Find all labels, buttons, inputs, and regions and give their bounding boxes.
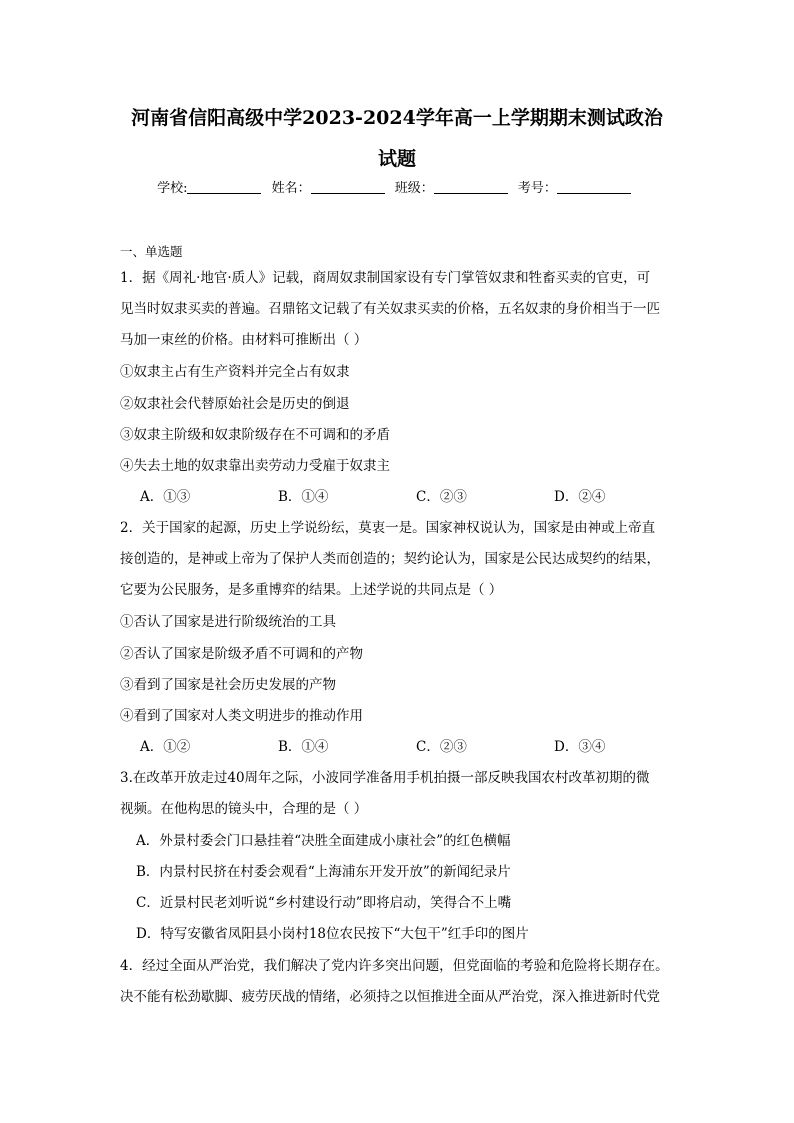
question-3-text: 视频。在他构思的镜头中，合理的是（ ） bbox=[120, 801, 368, 817]
question-1-statement: ②奴隶社会代替原始社会是历史的倒退 bbox=[120, 396, 350, 412]
question-2-statement: ④看到了国家对人类文明进步的推动作用 bbox=[120, 708, 363, 724]
question-4-text: 4．经过全面从严治党，我们解决了党内许多突出问题，但党面临的考验和危险将长期存在。 bbox=[120, 958, 669, 974]
question-1-text: 1．据《周礼·地官·质人》记载，商周奴隶制国家设有专门掌管奴隶和牲畜买卖的官吏，可 bbox=[120, 270, 651, 286]
page-title: 河南省信阳高级中学2023-2024学年高一上学期期末测试政治 bbox=[131, 107, 663, 129]
option-b[interactable]: B．①④ bbox=[278, 489, 329, 505]
question-3-text: 3.在改革开放走过40周年之际，小波同学准备用手机拍摄一部反映我国农村改革初期的微 bbox=[120, 770, 650, 786]
option-d[interactable]: D．②④ bbox=[554, 489, 606, 505]
question-2-options bbox=[140, 738, 680, 756]
page-title-continued: 试题 bbox=[377, 148, 416, 170]
question-2-statement: ③看到了国家是社会历史发展的产物 bbox=[120, 677, 336, 693]
question-2-statement: ①否认了国家是进行阶级统治的工具 bbox=[120, 614, 336, 630]
option-d[interactable]: D．③④ bbox=[554, 739, 606, 755]
exam-number-label: 考号： bbox=[517, 181, 557, 196]
name-label: 姓名： bbox=[271, 181, 311, 196]
question-2-text: 2．关于国家的起源，历史上学说纷纭，莫衷一是。国家神权说认为，国家是由神或上帝直 bbox=[120, 520, 656, 536]
school-label: 学校: bbox=[157, 181, 188, 196]
question-1-statement: ①奴隶主占有生产资料并完全占有奴隶 bbox=[120, 364, 350, 380]
name-blank[interactable] bbox=[311, 193, 385, 194]
exam-number-blank[interactable] bbox=[557, 193, 631, 194]
question-2-text: 接创造的，是神或上帝为了保护人类而创造的；契约论认为，国家是公民达成契约的结果， bbox=[120, 551, 660, 567]
question-2-statement: ②否认了国家是阶级矛盾不可调和的产物 bbox=[120, 646, 363, 662]
option-b[interactable]: B．①④ bbox=[278, 739, 329, 755]
option-c[interactable]: C．②③ bbox=[416, 489, 467, 505]
school-blank[interactable] bbox=[187, 193, 261, 194]
option-c[interactable]: C．②③ bbox=[416, 739, 467, 755]
class-blank[interactable] bbox=[434, 193, 508, 194]
question-4-text: 决不能有松劲歇脚、疲劳厌战的情绪，必须持之以恒推进全面从严治党，深入推进新时代党 bbox=[120, 989, 660, 1005]
question-3-option-c[interactable]: C．近景村民老刘听说“乡村建设行动”即将启动，笑得合不上嘴 bbox=[136, 895, 512, 911]
question-3-option-d[interactable]: D．特写安徽省凤阳县小岗村18位农民按下“大包干”红手印的图片 bbox=[136, 926, 529, 942]
question-1-text: 见当时奴隶买卖的普遍。召鼎铭文记载了有关奴隶买卖的价格，五名奴隶的身价相当于一匹 bbox=[120, 301, 660, 317]
question-1-statement: ③奴隶主阶级和奴隶阶级存在不可调和的矛盾 bbox=[120, 427, 390, 443]
question-1-options bbox=[140, 488, 680, 506]
question-3-option-a[interactable]: A．外景村委会门口悬挂着“决胜全面建成小康社会”的红色横幅 bbox=[136, 833, 511, 849]
student-info-line bbox=[0, 180, 794, 198]
class-label: 班级： bbox=[394, 181, 434, 196]
option-a[interactable]: A．①② bbox=[140, 739, 191, 755]
question-2-text: 它要为公民服务，是多重博弈的结果。上述学说的共同点是（ ） bbox=[120, 582, 503, 598]
option-a[interactable]: A．①③ bbox=[140, 489, 191, 505]
question-1-statement: ④失去土地的奴隶靠出卖劳动力受雇于奴隶主 bbox=[120, 458, 390, 474]
question-1-text: 马加一束丝的价格。由材料可推断出（ ） bbox=[120, 332, 368, 348]
question-3-option-b[interactable]: B．内景村民挤在村委会观看“上海浦东开发开放”的新闻纪录片 bbox=[136, 864, 511, 880]
section-heading: 一、单选题 bbox=[120, 244, 183, 259]
